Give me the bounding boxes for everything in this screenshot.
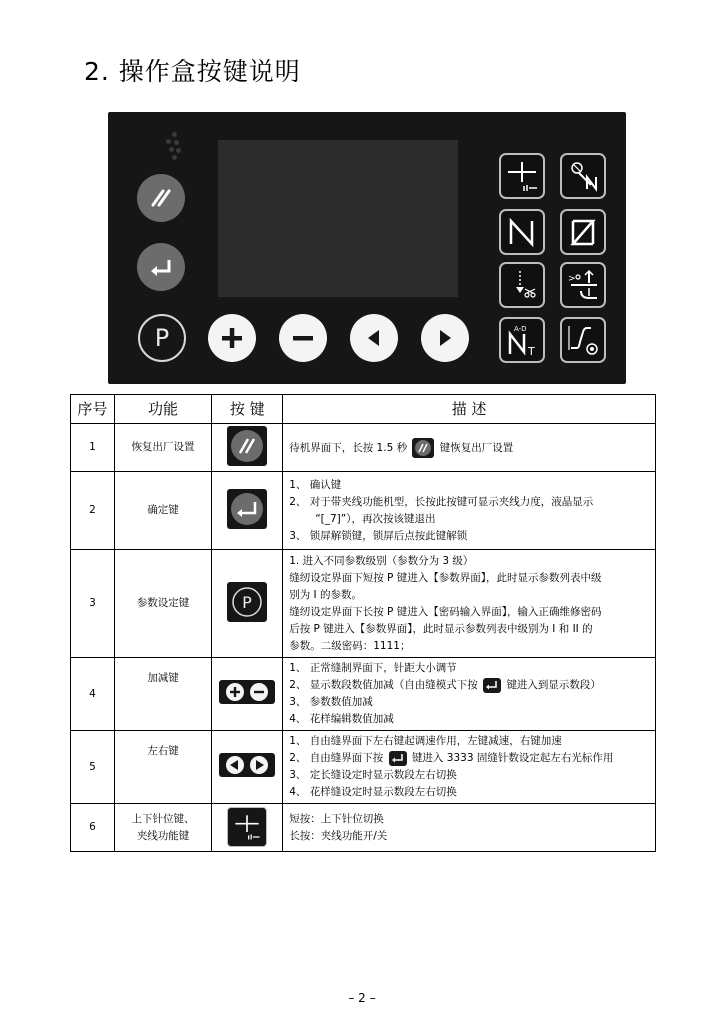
- reset-icon: [414, 439, 432, 457]
- desc-line: 3、 参数数值加减: [289, 696, 373, 708]
- desc-line: 4、 花样编辑数值加减: [289, 713, 394, 725]
- desc-line: 1、 确认键: [289, 478, 342, 491]
- trimmer-button[interactable]: [499, 262, 545, 308]
- desc-line: 4、 花样缝设定时显示数段左右切换: [289, 786, 457, 798]
- desc-line: 3、 锁屏解锁键，锁屏后点按此键解锁: [289, 529, 468, 542]
- p-key-image: [227, 582, 267, 622]
- right-arrow-icon: [433, 326, 457, 350]
- header-func: 功能: [114, 395, 212, 424]
- left-right-key-image: [219, 753, 275, 777]
- desc-text: 键进入 3333 固缝针数设定起左右光标作用: [411, 752, 614, 764]
- bartack-button[interactable]: [499, 317, 545, 363]
- start-backtack-icon: [504, 214, 540, 250]
- minus-icon: [290, 325, 316, 351]
- plus-icon: [225, 682, 245, 702]
- row-key: [212, 658, 283, 731]
- soft-start-button[interactable]: [560, 317, 606, 363]
- func-line: 夹线功能键: [136, 829, 190, 842]
- row-func: 左右键: [114, 731, 212, 804]
- enter-key-image: [227, 489, 267, 529]
- svg-text:T: T: [528, 345, 535, 358]
- desc-line: 长按：夹线功能开/关: [289, 829, 388, 842]
- func-line: 上下针位键、: [131, 812, 195, 825]
- row-desc: [283, 731, 656, 804]
- enter-icon: [391, 752, 405, 764]
- desc-line: 后按 P 键进入【参数界面】，此时显示参数列表中级别为 I 和 II 的: [289, 622, 593, 635]
- desc-line: 缝纫设定界面下长按 P 键进入【密码输入界面】，输入正确维修密码: [289, 605, 602, 618]
- page-title: 2. 操作盒按键说明: [84, 57, 301, 86]
- page-number: – 2 –: [348, 991, 376, 1005]
- row-num: 4: [71, 658, 115, 731]
- inline-reset-key: [412, 438, 434, 458]
- speaker-grille: [166, 130, 184, 160]
- plus-icon: [219, 325, 245, 351]
- soft-start-icon: [565, 322, 601, 358]
- table-row: [71, 472, 656, 550]
- inline-enter-key: [389, 751, 407, 766]
- enter-button[interactable]: [137, 243, 185, 291]
- reset-key-image: [227, 426, 267, 466]
- plus-button[interactable]: [208, 314, 256, 362]
- row-num: 1: [71, 424, 115, 472]
- control-panel: [108, 112, 626, 384]
- desc-line: “[_7]”），再次按该键退出: [315, 512, 436, 525]
- row-desc: [283, 804, 656, 852]
- inline-enter-key: [483, 678, 501, 693]
- desc-text: 2、 显示数段数值加减（自由缝模式下按: [289, 679, 478, 691]
- right-button[interactable]: [421, 314, 469, 362]
- reset-button[interactable]: [137, 174, 185, 222]
- row-func: 加减键: [114, 658, 212, 731]
- start-backtack-button[interactable]: [499, 209, 545, 255]
- left-arrow-icon: [225, 755, 245, 775]
- enter-icon: [146, 252, 176, 282]
- end-backtack-button[interactable]: [560, 209, 606, 255]
- desc-line: 1. 进入不同参数级别（参数分为 3 级）: [289, 554, 474, 567]
- left-button[interactable]: [350, 314, 398, 362]
- header-desc: 描 述: [283, 395, 656, 424]
- right-arrow-icon: [249, 755, 269, 775]
- row-key: [212, 472, 283, 550]
- enter-icon: [229, 491, 265, 527]
- desc-line: 参数。二级密码：1111；: [289, 639, 411, 652]
- header-num: 序号: [71, 395, 115, 424]
- desc-line: 3、 定长缝设定时显示数段左右切换: [289, 769, 457, 781]
- key-description-table: [70, 394, 656, 852]
- minus-button[interactable]: [279, 314, 327, 362]
- presser-foot-button[interactable]: [560, 262, 606, 308]
- table-row: [71, 424, 656, 472]
- left-arrow-icon: [362, 326, 386, 350]
- table-row: [71, 731, 656, 804]
- reset-icon: [229, 428, 265, 464]
- row-key: [212, 550, 283, 658]
- row-num: 5: [71, 731, 115, 804]
- desc-line: 缝纫设定界面下短按 P 键进入【参数界面】，此时显示参数列表中级: [289, 571, 602, 584]
- desc-line: 别为 I 的参数。: [289, 588, 362, 601]
- parameter-button[interactable]: [138, 314, 186, 362]
- needle-position-button[interactable]: [499, 153, 545, 199]
- lcd-screen: [218, 140, 458, 297]
- desc-line: 短按：上下针位切换: [289, 812, 384, 825]
- header-key: 按 键: [212, 395, 283, 424]
- bartack-ad-icon: [504, 322, 540, 358]
- reset-icon: [146, 183, 176, 213]
- desc-line: 1、 正常缝制界面下，针距大小调节: [289, 662, 457, 674]
- desc-text: 待机界面下，长按 1.5 秒: [289, 441, 408, 454]
- plus-minus-key-image: [219, 680, 275, 704]
- desc-line: 2、 对于带夹线功能机型，长按此按键可显示夹线力度，液晶显示: [289, 495, 594, 508]
- svg-text:P: P: [242, 592, 253, 612]
- needle-key-image: [227, 807, 267, 847]
- table-row: [71, 804, 656, 852]
- row-desc: [283, 658, 656, 731]
- trimmer-icon: [504, 267, 540, 303]
- presser-foot-icon: [565, 267, 601, 303]
- table-row: [71, 658, 656, 731]
- row-key: [212, 804, 283, 852]
- needle-position-icon: [504, 158, 540, 194]
- svg-text:>: >: [568, 274, 576, 284]
- row-func: 参数设定键: [114, 550, 212, 658]
- row-desc: [283, 550, 656, 658]
- minus-icon: [249, 682, 269, 702]
- row-key: [212, 731, 283, 804]
- p-icon: P: [154, 324, 170, 352]
- row-num: 2: [71, 472, 115, 550]
- row-func: [114, 804, 212, 852]
- end-backtack-icon: [565, 214, 601, 250]
- row-key: [212, 424, 283, 472]
- row-desc: [283, 472, 656, 550]
- desc-text: 2、 自由缝界面下按: [289, 752, 384, 764]
- row-desc: [283, 424, 656, 472]
- desc-line: [289, 677, 649, 694]
- row-num: 6: [71, 804, 115, 852]
- desc-text: 键进入到显示数段）: [506, 679, 601, 691]
- desc-line: 1、 自由缝界面下左右键起调速作用，左键减速，右键加速: [289, 735, 562, 747]
- table-row: [71, 550, 656, 658]
- row-func: 确定键: [114, 472, 212, 550]
- enter-icon: [485, 679, 499, 691]
- row-func: 恢复出厂设置: [114, 424, 212, 472]
- p-icon: [229, 584, 265, 620]
- needle-position-icon: [232, 812, 262, 842]
- desc-text: 键恢复出厂设置: [439, 441, 514, 454]
- desc-line: [289, 750, 649, 767]
- thread-trim-icon: [565, 158, 601, 194]
- svg-text:A-D: A-D: [514, 325, 527, 333]
- thread-trim-button[interactable]: [560, 153, 606, 199]
- row-num: 3: [71, 550, 115, 658]
- table-header: [71, 395, 656, 424]
